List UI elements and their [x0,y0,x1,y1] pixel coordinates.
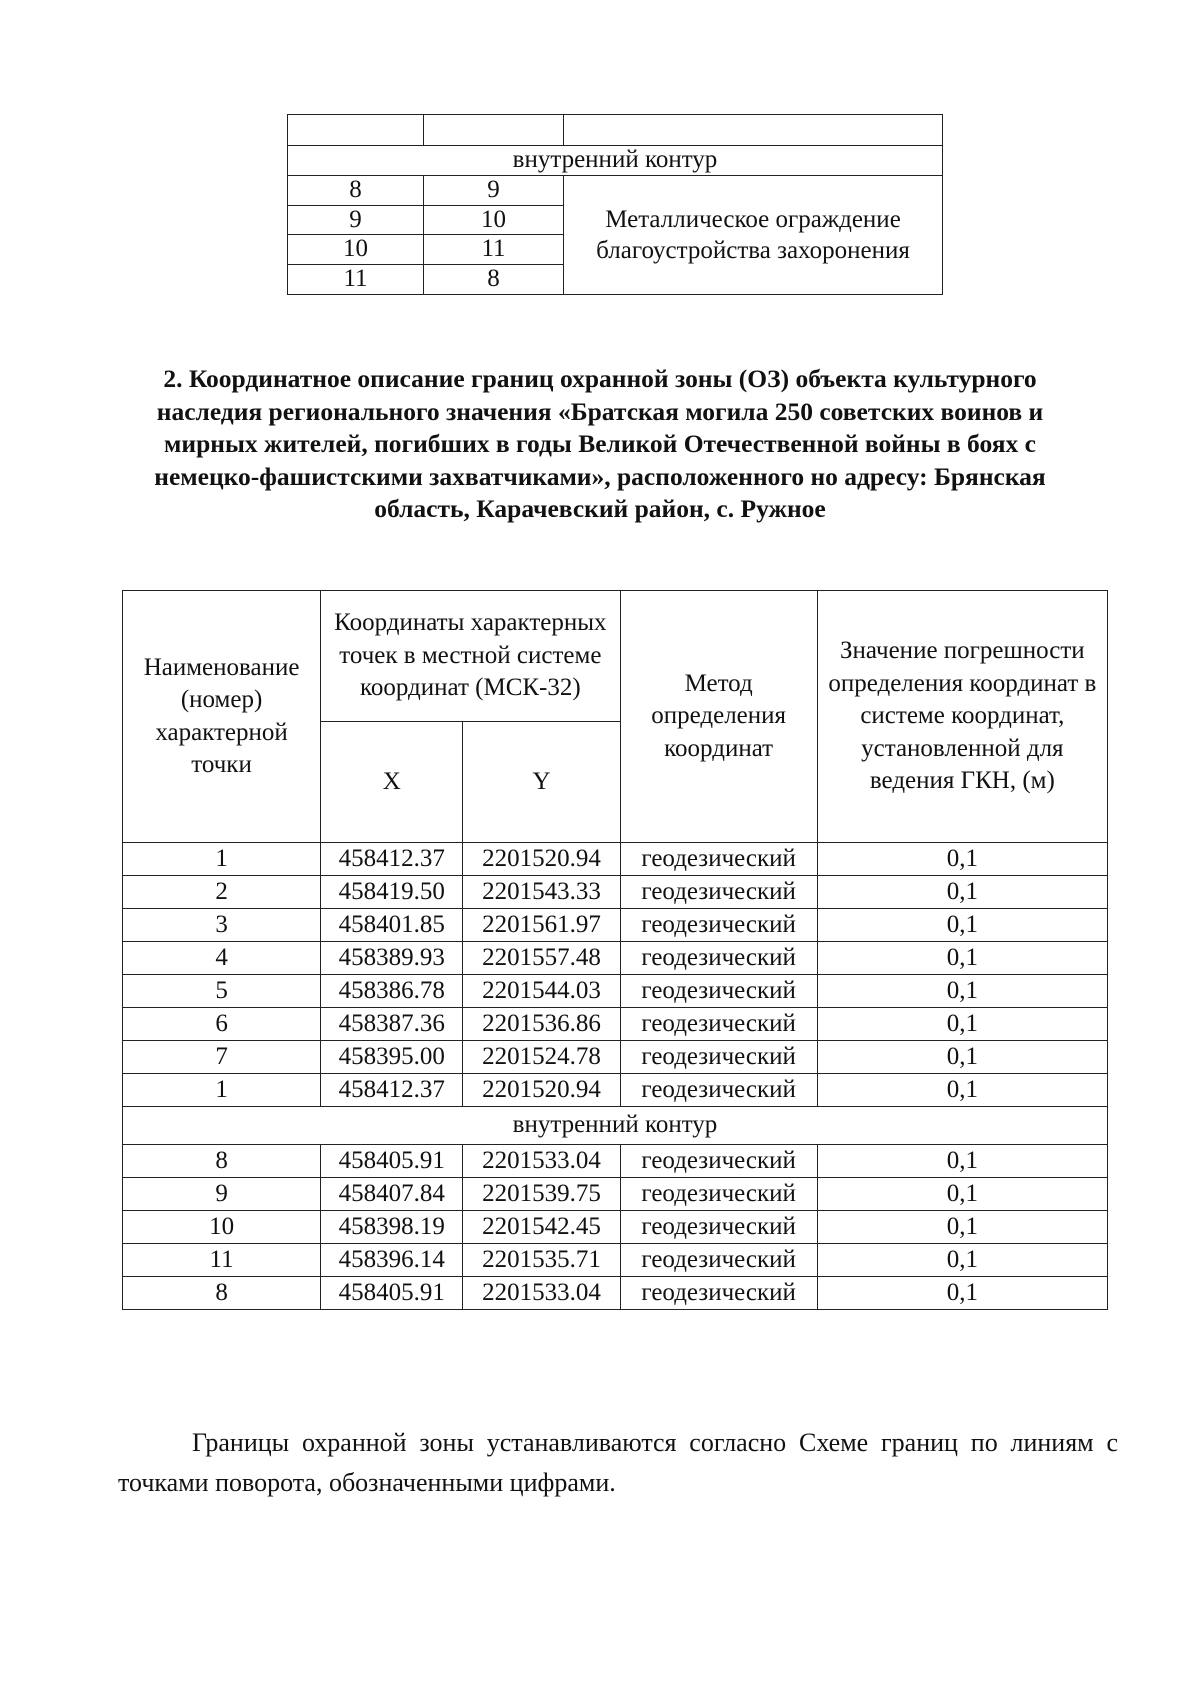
point-number: 1 [123,1074,321,1107]
precision-cell: 0,1 [817,1145,1107,1178]
header-y: Y [463,722,620,843]
table-row [123,942,1108,975]
header-coordinates: Координаты характерных точек в местной системе координат (МСК-32) [321,591,620,722]
precision-cell: 0,1 [817,975,1107,1008]
coord-x: 458407.84 [321,1178,463,1211]
from-point: 11 [288,265,424,295]
header-precision: Значение погрешности определения координат в системе координат, установленной для ведения ГКН, (м) [817,591,1107,843]
coord-x: 458419.50 [321,876,463,909]
point-number: 10 [123,1211,321,1244]
method-cell: геодезический [620,876,817,909]
point-number: 6 [123,1008,321,1041]
coord-x: 458401.85 [321,909,463,942]
header-method: Метод определения координат [620,591,817,843]
coord-y: 2201533.04 [463,1277,620,1310]
point-number: 8 [123,1145,321,1178]
to-point: 8 [424,265,564,295]
coord-y: 2201561.97 [463,909,620,942]
method-cell: геодезический [620,909,817,942]
method-cell: геодезический [620,1277,817,1310]
table-row [288,146,943,176]
section-label: внутренний контур [288,146,943,176]
coord-y: 2201533.04 [463,1145,620,1178]
table-row [123,1145,1108,1178]
empty-cell [288,115,424,146]
table-row [123,1041,1108,1074]
coord-x: 458398.19 [321,1211,463,1244]
coord-y: 2201536.86 [463,1008,620,1041]
point-number: 1 [123,843,321,876]
method-cell: геодезический [620,942,817,975]
coord-y: 2201524.78 [463,1041,620,1074]
precision-cell: 0,1 [817,1008,1107,1041]
method-cell: геодезический [620,1041,817,1074]
from-point: 8 [288,175,424,205]
table-row [123,1008,1108,1041]
header-x: X [321,722,463,843]
point-number: 3 [123,909,321,942]
coord-y: 2201557.48 [463,942,620,975]
section-heading: 2. Координатное описание границ охранной зоны (ОЗ) объекта культурного наследия регионального значения «Братская могила 250 советских воинов и мирных жителей, погибших в годы Великой Отечественной войны в боях с немецко-фашистскими захватчиками», расположенного но адресу: Брянская область, Карачевский район, с. Ружное [154,364,1046,523]
method-cell: геодезический [620,1008,817,1041]
table-row [123,909,1108,942]
coord-y: 2201543.33 [463,876,620,909]
empty-cell [564,115,943,146]
coord-x: 458412.37 [321,1074,463,1107]
to-point: 10 [424,205,564,235]
from-point: 10 [288,235,424,265]
coord-x: 458386.78 [321,975,463,1008]
table-row [123,843,1108,876]
precision-cell: 0,1 [817,1277,1107,1310]
header-point-name: Наименование (номер) характерной точки [123,591,321,843]
coord-x: 458412.37 [321,843,463,876]
precision-cell: 0,1 [817,1244,1107,1277]
boundary-description-table [287,114,943,295]
table-row [123,1074,1108,1107]
coord-y: 2201520.94 [463,843,620,876]
boundary-description: Металлическое ограждение благоустройства захоронения [564,175,943,294]
point-number: 8 [123,1277,321,1310]
precision-cell: 0,1 [817,843,1107,876]
table-row [123,876,1108,909]
coord-x: 458405.91 [321,1145,463,1178]
table-row [123,1178,1108,1211]
precision-cell: 0,1 [817,1211,1107,1244]
method-cell: геодезический [620,1244,817,1277]
precision-cell: 0,1 [817,942,1107,975]
point-number: 4 [123,942,321,975]
section-label: внутренний контур [123,1107,1108,1145]
footer-text: Границы охранной зоны устанавливаются согласно Схеме границ по линиям с точками поворота, обозначенными цифрами. [118,1428,1118,1497]
table-row [123,1244,1108,1277]
coord-y: 2201542.45 [463,1211,620,1244]
point-number: 2 [123,876,321,909]
table-row [123,1107,1108,1145]
empty-cell [424,115,564,146]
method-cell: геодезический [620,975,817,1008]
coord-x: 458405.91 [321,1277,463,1310]
method-cell: геодезический [620,843,817,876]
to-point: 9 [424,175,564,205]
precision-cell: 0,1 [817,1074,1107,1107]
method-cell: геодезический [620,1074,817,1107]
precision-cell: 0,1 [817,909,1107,942]
method-cell: геодезический [620,1178,817,1211]
method-cell: геодезический [620,1211,817,1244]
point-number: 9 [123,1178,321,1211]
point-number: 5 [123,975,321,1008]
method-cell: геодезический [620,1145,817,1178]
point-number: 7 [123,1041,321,1074]
table-row [288,175,943,205]
coord-x: 458395.00 [321,1041,463,1074]
precision-cell: 0,1 [817,876,1107,909]
footer-paragraph [118,1423,1118,1503]
to-point: 11 [424,235,564,265]
coord-x: 458389.93 [321,942,463,975]
table-row [123,975,1108,1008]
table-row [288,115,943,146]
coord-x: 458387.36 [321,1008,463,1041]
point-number: 11 [123,1244,321,1277]
coord-y: 2201535.71 [463,1244,620,1277]
coordinates-table [122,590,1108,1310]
coord-y: 2201544.03 [463,975,620,1008]
coord-y: 2201520.94 [463,1074,620,1107]
table-row [123,1277,1108,1310]
precision-cell: 0,1 [817,1041,1107,1074]
table-header-row [123,591,1108,722]
coord-x: 458396.14 [321,1244,463,1277]
precision-cell: 0,1 [817,1178,1107,1211]
coord-y: 2201539.75 [463,1178,620,1211]
table-row [123,1211,1108,1244]
from-point: 9 [288,205,424,235]
